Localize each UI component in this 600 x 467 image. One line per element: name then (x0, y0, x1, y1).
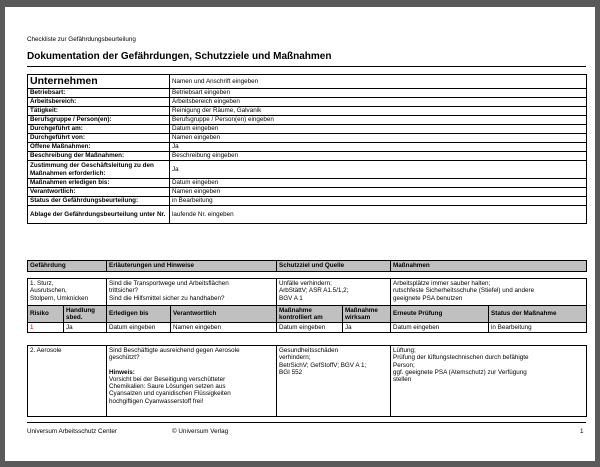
info-label: Beschreibung der Maßnahmen: (28, 152, 170, 161)
info-label: Offene Maßnahmen: (28, 143, 170, 152)
info-label: Tätigkeit: (28, 107, 170, 116)
pruefung-value[interactable]: Datum eingeben (391, 323, 489, 333)
hazard2-massnahmen (391, 346, 587, 417)
info-value[interactable]: Namen und Anschrift eingeben (170, 75, 587, 89)
hazard2-schutzziel (277, 346, 391, 417)
text-line: Prüfung der lüftungstechnischen durch befähigte (393, 354, 529, 362)
info-value[interactable]: Namen eingeben (170, 134, 587, 143)
text-line: trittsicher? (109, 287, 139, 295)
text-line: 1. Sturz, (30, 280, 54, 287)
text-line: Cyansalzen und cyanidischen Flüssigkeiten (109, 390, 231, 398)
text-line: Person; (393, 361, 415, 369)
info-table (27, 74, 587, 224)
window-frame-bottom (0, 461, 600, 467)
info-value[interactable]: Datum eingeben (170, 125, 587, 134)
kontrolliert-value[interactable]: Datum eingeben (277, 323, 343, 333)
text-line: geeignete PSA benutzen (393, 294, 463, 302)
info-value[interactable]: Arbeitsbereich eingeben (170, 98, 587, 107)
text-line: verhindern; (279, 354, 311, 362)
text-line: rutschfeste Sicherheitsschuhe (Stiefel) und andere (393, 287, 535, 295)
info-value[interactable]: Betriebsart eingeben (170, 89, 587, 98)
text-line: BGV A 1 (279, 294, 303, 302)
info-label: Zustimmung der Geschäftsleitung zu den Maßnahmen erforderlich: (28, 161, 170, 179)
text-line: Lüftung; (393, 347, 416, 354)
spacer (28, 272, 587, 279)
info-label: Berufsgruppe / Person(en): (28, 116, 170, 125)
info-label: Verantwortlich: (28, 188, 170, 197)
document-header: Checkliste zur Gefährdungsbeurteilung (27, 36, 136, 43)
info-value[interactable]: Ja (170, 161, 587, 179)
text-line: Sind Beschäftigte ausreichend gegen Aerosole (109, 347, 240, 354)
text-line: Unfälle verhindern; (279, 280, 332, 287)
info-value[interactable]: Datum eingeben (170, 179, 587, 188)
footer-rule (27, 422, 586, 423)
sub-header-erledigen: Erledigen bis (107, 306, 171, 323)
text-line: Sind die Hilfsmittel sicher zu handhaben? (109, 294, 225, 302)
hazard2-hinweise (107, 346, 277, 417)
info-value[interactable]: Berufsgruppe / Person(en) eingeben (170, 116, 587, 125)
hazard-gefaehrdung (28, 279, 107, 306)
sub-header-verantwortlich: Verantwortlich (171, 306, 277, 323)
text-line: BetrSichV; GefStoffV; BGV A 1; (279, 361, 367, 369)
document-title: Dokumentation der Gefährdungen, Schutzziele und Maßnahmen (27, 51, 332, 62)
sub-header-pruefung: Erneute Prüfung (391, 306, 489, 323)
footer-left: Universum Arbeitsschutz Center (27, 428, 117, 435)
info-label: Status der Gefährdungsbeurteilung: (28, 197, 170, 206)
text-line: geschützt? (109, 354, 140, 362)
hazard2-gefaehrdung: 2. Aerosole (28, 346, 107, 417)
sub-header-status: Status der Maßnahme (489, 306, 587, 323)
header-schutzziel: Schutzziel und Quelle (277, 261, 391, 272)
wirksam-value[interactable]: Ja (343, 323, 391, 333)
verantwortlich-value[interactable]: Namen eingeben (171, 323, 277, 333)
page-number: 1 (580, 428, 584, 435)
info-label: Maßnahmen erledigen bis: (28, 179, 170, 188)
text-line: Gesundheitsschäden (279, 347, 339, 354)
info-label: Arbeitsbereich: (28, 98, 170, 107)
text-line: stellen (393, 376, 412, 384)
text-line: Stolpern, Umknicken (30, 294, 89, 302)
erledigen-value[interactable]: Datum eingeben (107, 323, 171, 333)
info-label: Durchgeführt von: (28, 134, 170, 143)
info-value[interactable]: Reinigung der Räume, Galvanik (170, 107, 587, 116)
hinweis-label: Hinweis: (109, 368, 135, 376)
info-label: Betriebsart: (28, 89, 170, 98)
text-line: hochgiftigen Cyanwasserstoff frei! (109, 397, 204, 405)
text-line: Sind die Transportwege und Arbeitsflächen (109, 280, 229, 287)
sub-header-wirksam: Maßnahme wirksam (343, 306, 391, 323)
info-value[interactable]: Beschreibung eingeben (170, 152, 587, 161)
header-hinweise: Erläuterungen und Hinweise (107, 261, 277, 272)
info-label: Ablage der Gefährdungsbeurteilung unter Nr. (28, 206, 170, 224)
hazard-schutzziel (277, 279, 391, 306)
text-line: ggf. geeignete PSA (Atemschutz) zur Verfügung (393, 368, 527, 376)
info-label: Durchgeführt am: (28, 125, 170, 134)
info-label: Unternehmen (28, 75, 170, 89)
sub-header-kontrolliert: Maßnahme kontrolliert am (277, 306, 343, 323)
text-line: ArbStättV; ASR A1.5/1,2; (279, 287, 349, 295)
text-line: Arbeitsplätze immer sauber halten; (393, 280, 491, 287)
info-value[interactable]: Namen eingeben (170, 188, 587, 197)
hazard-table (27, 260, 587, 333)
sub-header-risiko: Risiko (28, 306, 64, 323)
text-line: Chemikalien: Saure Lösungen setzen aus (109, 383, 226, 391)
text-line: Ausrutschen, (30, 287, 67, 295)
footer-center: © Universum Verlag (172, 428, 229, 435)
handlungsbedarf-value[interactable]: Ja (64, 323, 107, 333)
text-line: BGI 552 (279, 368, 303, 376)
sub-header-handlungsbedarf: Handlung sbed. (64, 306, 107, 323)
status-value[interactable]: in Bearbeitung (489, 323, 587, 333)
hazard-hinweise (107, 279, 277, 306)
header-gefaehrdung: Gefährdung (28, 261, 107, 272)
info-value[interactable]: in Bearbeitung (170, 197, 587, 206)
hazard-table-2 (27, 345, 587, 417)
info-value[interactable]: Ja (170, 143, 587, 152)
text-line: Vorsicht bei der Beseitigung verschütteter (109, 375, 226, 383)
title-rule (27, 66, 586, 67)
window-frame-top (0, 0, 600, 7)
header-massnahmen: Maßnahmen (391, 261, 587, 272)
info-value[interactable]: laufende Nr. eingeben (170, 206, 587, 224)
risk-value[interactable]: 1 (28, 323, 64, 333)
hazard-massnahmen (391, 279, 587, 306)
